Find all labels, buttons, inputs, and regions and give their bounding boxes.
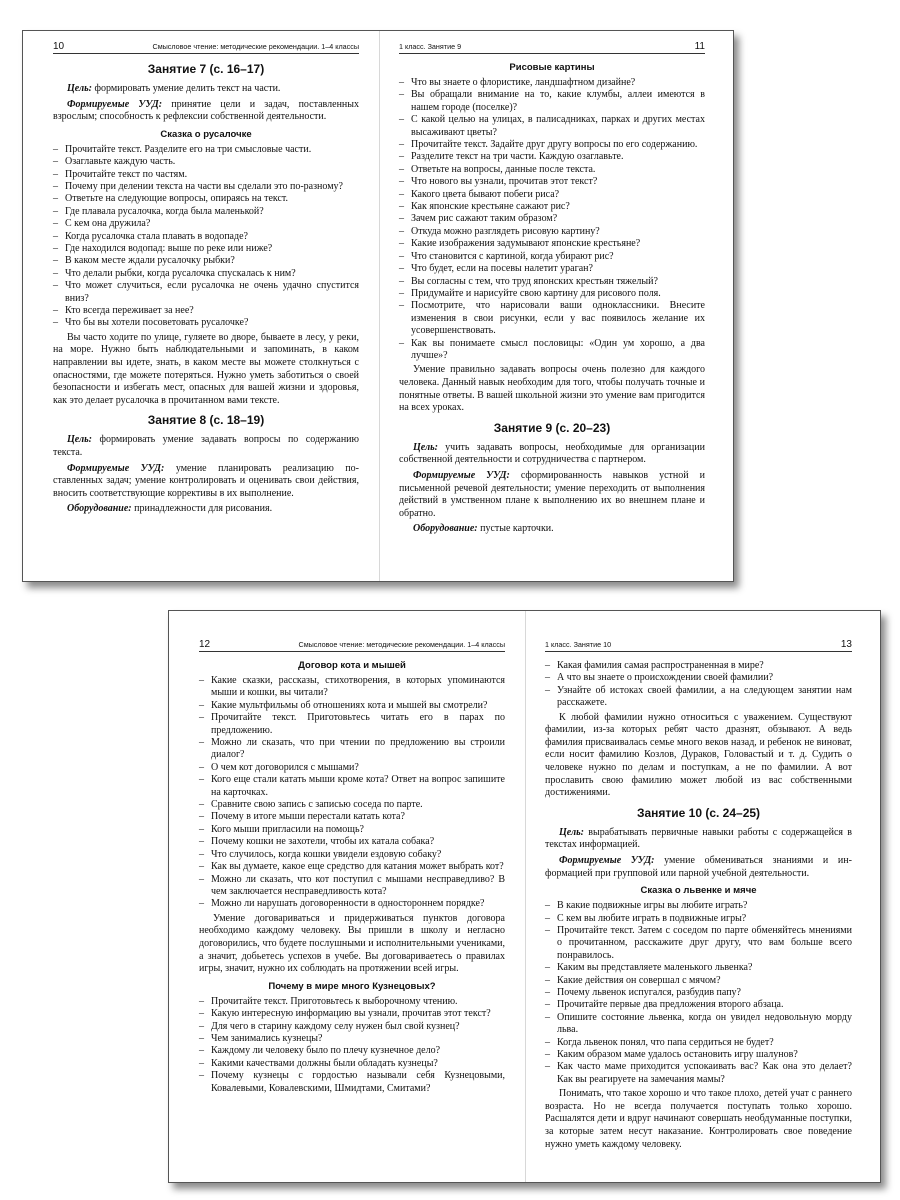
- question-list: [53, 144, 359, 330]
- meta-label: Цель:: [413, 441, 438, 453]
- question-item: – Где находился водопад: выше по реке или ниже?: [53, 243, 359, 255]
- question-item: – Зачем рис сажают таким образом?: [399, 213, 705, 225]
- question-item: – С какой целью на улицах, в палисадниках, парках и других местах высаживают цветы?: [399, 114, 705, 139]
- page-number: 12: [199, 639, 211, 650]
- lesson-heading: Занятие 8 (с. 18–19): [147, 413, 265, 428]
- lesson-meta: [545, 855, 852, 880]
- question-item: – Как японские крестьяне сажают рис?: [399, 201, 705, 213]
- question-item: – Что становится с картиной, когда убирают рис?: [399, 251, 705, 263]
- question-item: – Какие сказки, рассказы, стихотворения, в которых упоминаются мыши и кошки, вы читали?: [199, 675, 505, 700]
- question-item: – Прочитайте текст по частям.: [53, 169, 359, 181]
- meta-label: Оборудование:: [413, 523, 478, 535]
- meta-text: умение обмениваться знаниями и информацией при групповой или парной учебной деятельности.: [545, 854, 852, 879]
- question-item: – Для чего в старину каждому селу нужен был свой кузнец?: [199, 1021, 505, 1033]
- meta-text: умение планировать реализацию поставленных задач; умение контролировать и оценивать свои действия, вносить соответствующие коррективы в их выполнение.: [53, 462, 359, 499]
- question-list: [545, 900, 852, 1086]
- meta-text: сформированность навыков устной и письменной речевой деятельности; умение переходить от выполнения действий в умственном плане к выполнению их во внешнем плане и обратно.: [399, 469, 705, 519]
- question-item: – Откуда можно разглядеть рисовую картину?: [399, 226, 705, 238]
- page-number: 13: [840, 639, 852, 650]
- running-head-title: Смысловое чтение: методические рекомендации. 1–4 классы: [298, 640, 505, 649]
- meta-text: формировать умение делить текст на части.: [92, 83, 281, 94]
- question-list: [199, 675, 505, 911]
- question-list: [199, 996, 505, 1095]
- lesson-heading: Занятие 7 (с. 16–17): [147, 62, 265, 76]
- body-paragraph: Умение правильно задавать вопросы очень полезно для каждого человека. Данный навык необходим для того, чтобы получать точные и понятные ответы. В вашей школьной жизни это умение вам пригодится на всех уроках.: [399, 364, 705, 414]
- meta-label: Цель:: [67, 434, 92, 446]
- question-item: – Посмотрите, что нарисовали ваши одноклассники. Внесите изменения в свои рисунки, если у вас появилось желание их усовершенствовать.: [399, 300, 705, 337]
- question-item: – Когда львенок понял, что папа сердиться не будет?: [545, 1037, 852, 1049]
- question-item: – Какие изображения задумывают японские крестьяне?: [399, 238, 705, 250]
- page-number: 10: [53, 41, 65, 52]
- question-item: – Кого мыши пригласили на помощь?: [199, 824, 505, 836]
- section-heading: Договор кота и мышей: [298, 660, 406, 671]
- section-heading: Почему в мире много Кузнецовых?: [268, 980, 436, 992]
- question-item: – Какую интересную информацию вы узнали, прочитав этот текст?: [199, 1008, 505, 1020]
- lesson-heading: Занятие 10 (с. 24–25): [636, 805, 761, 820]
- lesson-meta: [53, 503, 359, 516]
- page-13: [525, 611, 882, 1182]
- question-item: – Сравните свою запись с записью соседа по парте.: [199, 799, 505, 811]
- question-item: – Какого цвета бывают побеги риса?: [399, 189, 705, 201]
- question-item: – В каком месте ждали русалочку рыбки?: [53, 255, 359, 267]
- question-item: – Когда русалочка стала плавать в водопаде?: [53, 231, 359, 243]
- meta-text: вырабатывать первичные навыки работы с содержащейся в текстах информацией.: [545, 826, 852, 851]
- meta-label: Формируемые УУД:: [559, 854, 655, 866]
- question-item: – Кого еще стали катать мыши кроме кота? Ответ на вопрос запишите на карточках.: [199, 774, 505, 799]
- section-heading: Сказка о львенке и мяче: [640, 885, 757, 897]
- meta-label: Цель:: [559, 826, 584, 838]
- question-item: – В какие подвижные игры вы любите играть?: [545, 900, 852, 912]
- lesson-meta: [53, 434, 359, 459]
- meta-text: пустые карточки.: [477, 523, 554, 535]
- question-item: – Что вы знаете о флористике, ландшафтном дизайне?: [399, 77, 705, 89]
- question-item: – Каждому ли человеку было по плечу кузнечное дело?: [199, 1045, 505, 1057]
- question-item: – Почему кошки не захотели, чтобы их катала собака?: [199, 836, 505, 848]
- running-head-title: 1 класс. Занятие 10: [545, 640, 612, 649]
- question-item: – Придумайте и нарисуйте свою картину для рисового поля.: [399, 288, 705, 300]
- lesson-meta: [53, 99, 359, 124]
- question-item: – Прочитайте текст. Приготовьтесь к выборочному чтению.: [199, 996, 505, 1008]
- question-item: – Что бы вы хотели посоветовать русалочке?: [53, 317, 359, 329]
- question-item: – С кем она дружила?: [53, 218, 359, 230]
- running-head-title: 1 класс. Занятие 9: [399, 42, 462, 51]
- question-item: – Что делали рыбки, когда русалочка спускалась к ним?: [53, 268, 359, 280]
- question-item: – Чем занимались кузнецы?: [199, 1033, 505, 1045]
- question-item: – Прочитайте текст. Приготовьтесь читать его в парах по предложению.: [199, 712, 505, 737]
- meta-text: формировать умение задавать вопросы по содержанию текста.: [53, 434, 359, 459]
- page-12: [169, 611, 525, 1182]
- question-item: – Что будет, если на посевы налетит ураган?: [399, 263, 705, 275]
- question-item: – Можно ли сказать, что при чтении по предложению вы строили диалог?: [199, 737, 505, 762]
- question-item: – Прочитайте первые два предложения второго абзаца.: [545, 999, 852, 1011]
- running-head: [199, 639, 505, 652]
- meta-label: Формируемые УУД:: [67, 462, 165, 474]
- meta-text: принадлежности для рисования.: [131, 503, 273, 515]
- section-heading: Рисовые картины: [509, 62, 595, 73]
- question-item: – Что случилось, когда кошки увидели ездовую собаку?: [199, 849, 505, 861]
- question-item: – Что нового вы узнали, прочитав этот текст?: [399, 176, 705, 188]
- question-item: – Какая фамилия самая распространенная в мире?: [545, 660, 852, 672]
- question-item: – Какими качествами должны были обладать кузнецы?: [199, 1058, 505, 1070]
- question-item: – Как вы понимаете смысл пословицы: «Один ум хорошо, а два лучше»?: [399, 338, 705, 363]
- question-item: – Вы обращали внимание на то, какие клумбы, аллеи имеются в нашем городе (поселке)?: [399, 89, 705, 114]
- question-item: – Почему при делении текста на части вы сделали это по-разному?: [53, 181, 359, 193]
- question-list: [399, 77, 705, 362]
- meta-label: Оборудование:: [67, 503, 132, 515]
- meta-label: Формируемые УУД:: [67, 98, 163, 110]
- page-11: [379, 31, 735, 581]
- question-item: – Можно ли сказать, что кот поступил с мышами несправедливо? В чем заключается несправедливость кота?: [199, 874, 505, 899]
- meta-label: Формируемые УУД:: [413, 469, 510, 481]
- question-item: – О чем кот договорился с мышами?: [199, 762, 505, 774]
- question-item: – Озаглавьте каждую часть.: [53, 156, 359, 168]
- question-item: – С кем вы любите играть в подвижные игры?: [545, 913, 852, 925]
- lesson-meta: [53, 83, 359, 96]
- question-item: – Как вы думаете, какое еще средство для катания может выбрать кот?: [199, 861, 505, 873]
- meta-text: учить задавать вопросы, необходимые для организации собственной деятельности и сотрудничества с партнером.: [399, 441, 705, 466]
- question-item: – Прочитайте текст. Затем с соседом по парте обменяйтесь мнениями о прочитанном, расскажите друг другу, что вам больше всего понравилось.: [545, 925, 852, 962]
- body-paragraph: К любой фамилии нужно относиться с уважением. Существуют фамилии, из-за которых ребят часто дразнят, обзывают. А ведь фамилия присваивалась семье много веков назад, и ребенок не виноват, если носит фамилию Козлов, Дураков, Головастый и т. д. Судить о человеке нужно по делам и поступкам, а не по фамилии. А вот прославить свою фамилию может любой из вас собственными достижениями.: [545, 711, 852, 799]
- question-item: – Где плавала русалочка, когда была маленькой?: [53, 206, 359, 218]
- question-item: – Почему в итоге мыши перестали катать кота?: [199, 811, 505, 823]
- question-item: – Ответьте на следующие вопросы, опираясь на текст.: [53, 193, 359, 205]
- lesson-meta: [399, 442, 705, 467]
- question-item: – Вы согласны с тем, что труд японских крестьян тяжелый?: [399, 276, 705, 288]
- question-item: – Почему львенок испугался, разбудив папу?: [545, 987, 852, 999]
- lesson-meta: [545, 827, 852, 852]
- running-head-title: Смысловое чтение: методические рекомендации. 1–4 классы: [152, 42, 359, 51]
- question-item: – Как часто маме приходится успокаивать вас? Как она это делает? Как вы реагируете на замечания мамы?: [545, 1061, 852, 1086]
- running-head: [53, 41, 359, 54]
- question-item: – Прочитайте текст. Задайте друг другу вопросы по его содержанию.: [399, 139, 705, 151]
- question-item: – Опишите состояние львенка, когда он увидел недовольную морду льва.: [545, 1012, 852, 1037]
- lesson-meta: [399, 523, 705, 536]
- question-item: – Какие мультфильмы об отношениях кота и мышей вы смотрели?: [199, 700, 505, 712]
- body-paragraph: Умение договариваться и придерживаться пунктов договора необходимо каждому человеку. Вы пришли в школу и негласно договорились, что будете послушными и исполнительными учениками, а значит, добьетесь успехов в учебе. Вы договариваетесь о правилах игры, значит, нужно их соблюдать на протяжении всей игры.: [199, 912, 505, 975]
- question-item: – А что вы знаете о происхождении своей фамилии?: [545, 672, 852, 684]
- meta-label: Цель:: [67, 83, 92, 94]
- running-head: [399, 41, 705, 54]
- book-spread-pages-12-13: [168, 610, 881, 1183]
- page-number: 11: [694, 41, 705, 52]
- question-item: – Прочитайте текст. Разделите его на три смысловые части.: [53, 144, 359, 156]
- page-10: [23, 31, 379, 581]
- question-item: – Каким вы представляете маленького львенка?: [545, 962, 852, 974]
- question-item: – Можно ли нарушать договоренности в одностороннем порядке?: [199, 898, 505, 910]
- lesson-meta: [399, 470, 705, 520]
- question-item: – Что может случиться, если русалочка не очень удачно спустится вниз?: [53, 280, 359, 305]
- body-paragraph: Понимать, что такое хорошо и что такое плохо, детей учат с раннего возраста. Но не всегда получается поступать только хорошо. Расшалятся дети и вдруг начинают совершать необдуманные поступки, за которые затем несут наказание. Контролировать свое поведение нужно уметь каждому человеку.: [545, 1088, 852, 1150]
- question-item: – Кто всегда переживает за нее?: [53, 305, 359, 317]
- question-item: – Разделите текст на три части. Каждую озаглавьте.: [399, 151, 705, 163]
- meta-text: принятие цели и задач, поставленных взрослым; способность к рефлексии собственной деятельности.: [53, 98, 359, 123]
- question-list: [545, 660, 852, 710]
- book-spread-pages-10-11: [22, 30, 734, 582]
- question-item: – Почему кузнецы с гордостью называли себя Кузнецовыми, Ковалевыми, Ковалевскими, Шмидтами, Смитами?: [199, 1070, 505, 1095]
- question-item: – Ответьте на вопросы, данные после текста.: [399, 164, 705, 176]
- section-heading: Сказка о русалочке: [160, 128, 252, 140]
- question-item: – Какие действия он совершал с мячом?: [545, 975, 852, 987]
- lesson-heading: Занятие 9 (с. 20–23): [493, 420, 611, 435]
- running-head: [545, 639, 852, 652]
- question-item: – Каким образом маме удалось остановить игру шалунов?: [545, 1049, 852, 1061]
- body-paragraph: Вы часто ходите по улице, гуляете во дворе, бываете в лесу, у реки, на море. Нужно быть наблюдательными и запоминать, в каком направлении вы идете, знать, в каком месте вы можете столкнуться с опасностями, где можете потеряться. Нужно уметь заботиться о своей безопасности и избегать мест, опасных для вашей жизни и здоровья, как это делает русалочка в прочитанном вами тексте.: [53, 331, 359, 406]
- question-item: – Узнайте об истоках своей фамилии, а на следующем занятии нам расскажете.: [545, 685, 852, 710]
- lesson-meta: [53, 463, 359, 501]
